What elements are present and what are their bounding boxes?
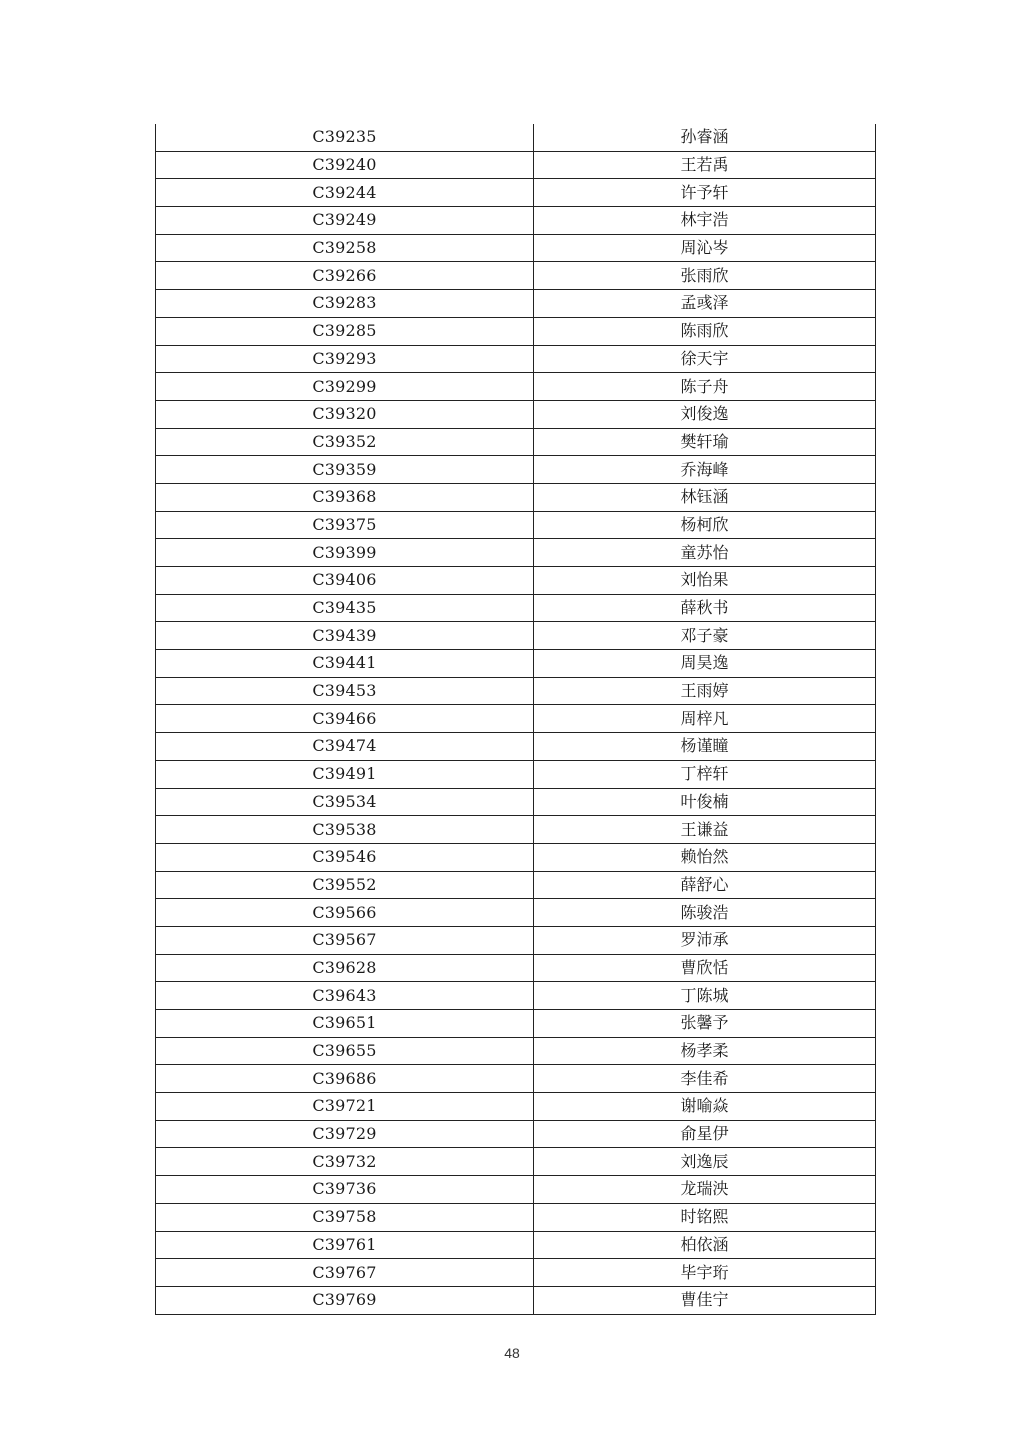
student-name-cell: 林钰涵 bbox=[534, 483, 876, 511]
student-name-cell: 俞星伊 bbox=[534, 1120, 876, 1148]
table-row bbox=[156, 1231, 876, 1259]
student-id-cell: C39235 bbox=[156, 124, 534, 151]
table-row bbox=[156, 733, 876, 761]
student-id-cell: C39546 bbox=[156, 843, 534, 871]
student-name-cell: 杨谨瞳 bbox=[534, 733, 876, 761]
student-name-cell: 乔海峰 bbox=[534, 456, 876, 484]
student-id-cell: C39293 bbox=[156, 345, 534, 373]
student-id-cell: C39643 bbox=[156, 982, 534, 1010]
table-row bbox=[156, 179, 876, 207]
student-name-cell: 孙睿涵 bbox=[534, 124, 876, 151]
table-row bbox=[156, 345, 876, 373]
student-name-cell: 时铭熙 bbox=[534, 1203, 876, 1231]
student-id-cell: C39466 bbox=[156, 705, 534, 733]
student-name-cell: 陈子舟 bbox=[534, 373, 876, 401]
table-row bbox=[156, 1259, 876, 1287]
table-row bbox=[156, 926, 876, 954]
student-name-cell: 薛舒心 bbox=[534, 871, 876, 899]
student-id-cell: C39299 bbox=[156, 373, 534, 401]
student-id-cell: C39240 bbox=[156, 151, 534, 179]
student-id-cell: C39761 bbox=[156, 1231, 534, 1259]
student-id-cell: C39359 bbox=[156, 456, 534, 484]
student-name-cell: 林宇浩 bbox=[534, 207, 876, 235]
student-id-cell: C39736 bbox=[156, 1176, 534, 1204]
student-id-cell: C39320 bbox=[156, 400, 534, 428]
table-row bbox=[156, 1120, 876, 1148]
student-id-cell: C39729 bbox=[156, 1120, 534, 1148]
student-name-cell: 许予轩 bbox=[534, 179, 876, 207]
student-id-cell: C39285 bbox=[156, 317, 534, 345]
table-row bbox=[156, 1176, 876, 1204]
student-name-cell: 樊轩瑜 bbox=[534, 428, 876, 456]
table-row bbox=[156, 456, 876, 484]
table-row bbox=[156, 262, 876, 290]
student-name-cell: 薛秋书 bbox=[534, 594, 876, 622]
table-row bbox=[156, 234, 876, 262]
student-name-cell: 陈雨欣 bbox=[534, 317, 876, 345]
student-id-cell: C39767 bbox=[156, 1259, 534, 1287]
table-row bbox=[156, 871, 876, 899]
table-row bbox=[156, 207, 876, 235]
student-name-cell: 孟彧泽 bbox=[534, 290, 876, 318]
student-id-cell: C39732 bbox=[156, 1148, 534, 1176]
student-name-cell: 柏依涵 bbox=[534, 1231, 876, 1259]
student-id-cell: C39721 bbox=[156, 1093, 534, 1121]
table-row bbox=[156, 622, 876, 650]
table-row bbox=[156, 1093, 876, 1121]
table-row bbox=[156, 1010, 876, 1038]
student-name-cell: 徐天宇 bbox=[534, 345, 876, 373]
student-id-cell: C39491 bbox=[156, 760, 534, 788]
table-row bbox=[156, 1286, 876, 1314]
student-id-cell: C39651 bbox=[156, 1010, 534, 1038]
table-row bbox=[156, 843, 876, 871]
table-row bbox=[156, 373, 876, 401]
table-row bbox=[156, 567, 876, 595]
student-id-cell: C39769 bbox=[156, 1286, 534, 1314]
student-name-cell: 陈骏浩 bbox=[534, 899, 876, 927]
student-name-cell: 谢喻焱 bbox=[534, 1093, 876, 1121]
student-name-cell: 毕宇珩 bbox=[534, 1259, 876, 1287]
student-name-cell: 丁陈城 bbox=[534, 982, 876, 1010]
student-id-cell: C39283 bbox=[156, 290, 534, 318]
roster-table-body bbox=[156, 124, 876, 1314]
roster-table bbox=[155, 124, 876, 1315]
student-id-cell: C39758 bbox=[156, 1203, 534, 1231]
student-name-cell: 罗沛承 bbox=[534, 926, 876, 954]
student-id-cell: C39534 bbox=[156, 788, 534, 816]
student-name-cell: 刘俊逸 bbox=[534, 400, 876, 428]
table-row bbox=[156, 954, 876, 982]
student-name-cell: 周梓凡 bbox=[534, 705, 876, 733]
student-id-cell: C39249 bbox=[156, 207, 534, 235]
table-row bbox=[156, 124, 876, 151]
table-row bbox=[156, 428, 876, 456]
student-name-cell: 邓子豪 bbox=[534, 622, 876, 650]
student-id-cell: C39439 bbox=[156, 622, 534, 650]
student-id-cell: C39453 bbox=[156, 677, 534, 705]
student-id-cell: C39628 bbox=[156, 954, 534, 982]
student-id-cell: C39258 bbox=[156, 234, 534, 262]
table-row bbox=[156, 677, 876, 705]
table-row bbox=[156, 539, 876, 567]
table-row bbox=[156, 151, 876, 179]
student-id-cell: C39686 bbox=[156, 1065, 534, 1093]
table-row bbox=[156, 317, 876, 345]
table-row bbox=[156, 788, 876, 816]
table-row bbox=[156, 899, 876, 927]
student-name-cell: 曹佳宁 bbox=[534, 1286, 876, 1314]
student-id-cell: C39552 bbox=[156, 871, 534, 899]
student-id-cell: C39266 bbox=[156, 262, 534, 290]
student-id-cell: C39566 bbox=[156, 899, 534, 927]
student-name-cell: 杨柯欣 bbox=[534, 511, 876, 539]
student-name-cell: 曹欣恬 bbox=[534, 954, 876, 982]
student-name-cell: 丁梓轩 bbox=[534, 760, 876, 788]
student-id-cell: C39375 bbox=[156, 511, 534, 539]
student-id-cell: C39352 bbox=[156, 428, 534, 456]
student-name-cell: 张雨欣 bbox=[534, 262, 876, 290]
table-row bbox=[156, 1065, 876, 1093]
page-number: 48 bbox=[504, 1345, 520, 1361]
table-row bbox=[156, 982, 876, 1010]
student-name-cell: 赖怡然 bbox=[534, 843, 876, 871]
student-id-cell: C39435 bbox=[156, 594, 534, 622]
student-id-cell: C39244 bbox=[156, 179, 534, 207]
student-name-cell: 刘逸辰 bbox=[534, 1148, 876, 1176]
table-row bbox=[156, 290, 876, 318]
student-name-cell: 周昊逸 bbox=[534, 650, 876, 678]
student-name-cell: 王若禹 bbox=[534, 151, 876, 179]
student-name-cell: 童苏怡 bbox=[534, 539, 876, 567]
table-row bbox=[156, 705, 876, 733]
table-row bbox=[156, 483, 876, 511]
table-row bbox=[156, 511, 876, 539]
student-id-cell: C39567 bbox=[156, 926, 534, 954]
table-row bbox=[156, 400, 876, 428]
table-row bbox=[156, 1037, 876, 1065]
student-id-cell: C39655 bbox=[156, 1037, 534, 1065]
student-name-cell: 龙瑞泱 bbox=[534, 1176, 876, 1204]
student-name-cell: 王谦益 bbox=[534, 816, 876, 844]
student-id-cell: C39406 bbox=[156, 567, 534, 595]
student-id-cell: C39474 bbox=[156, 733, 534, 761]
student-id-cell: C39399 bbox=[156, 539, 534, 567]
table-row bbox=[156, 594, 876, 622]
table-row bbox=[156, 816, 876, 844]
student-id-cell: C39368 bbox=[156, 483, 534, 511]
student-name-cell: 周沁岑 bbox=[534, 234, 876, 262]
student-name-cell: 李佳希 bbox=[534, 1065, 876, 1093]
student-name-cell: 王雨婷 bbox=[534, 677, 876, 705]
student-id-cell: C39441 bbox=[156, 650, 534, 678]
student-name-cell: 叶俊楠 bbox=[534, 788, 876, 816]
table-row bbox=[156, 1148, 876, 1176]
student-name-cell: 刘怡果 bbox=[534, 567, 876, 595]
table-row bbox=[156, 760, 876, 788]
student-id-cell: C39538 bbox=[156, 816, 534, 844]
student-name-cell: 张馨予 bbox=[534, 1010, 876, 1038]
table-row bbox=[156, 650, 876, 678]
table-row bbox=[156, 1203, 876, 1231]
student-name-cell: 杨孝柔 bbox=[534, 1037, 876, 1065]
